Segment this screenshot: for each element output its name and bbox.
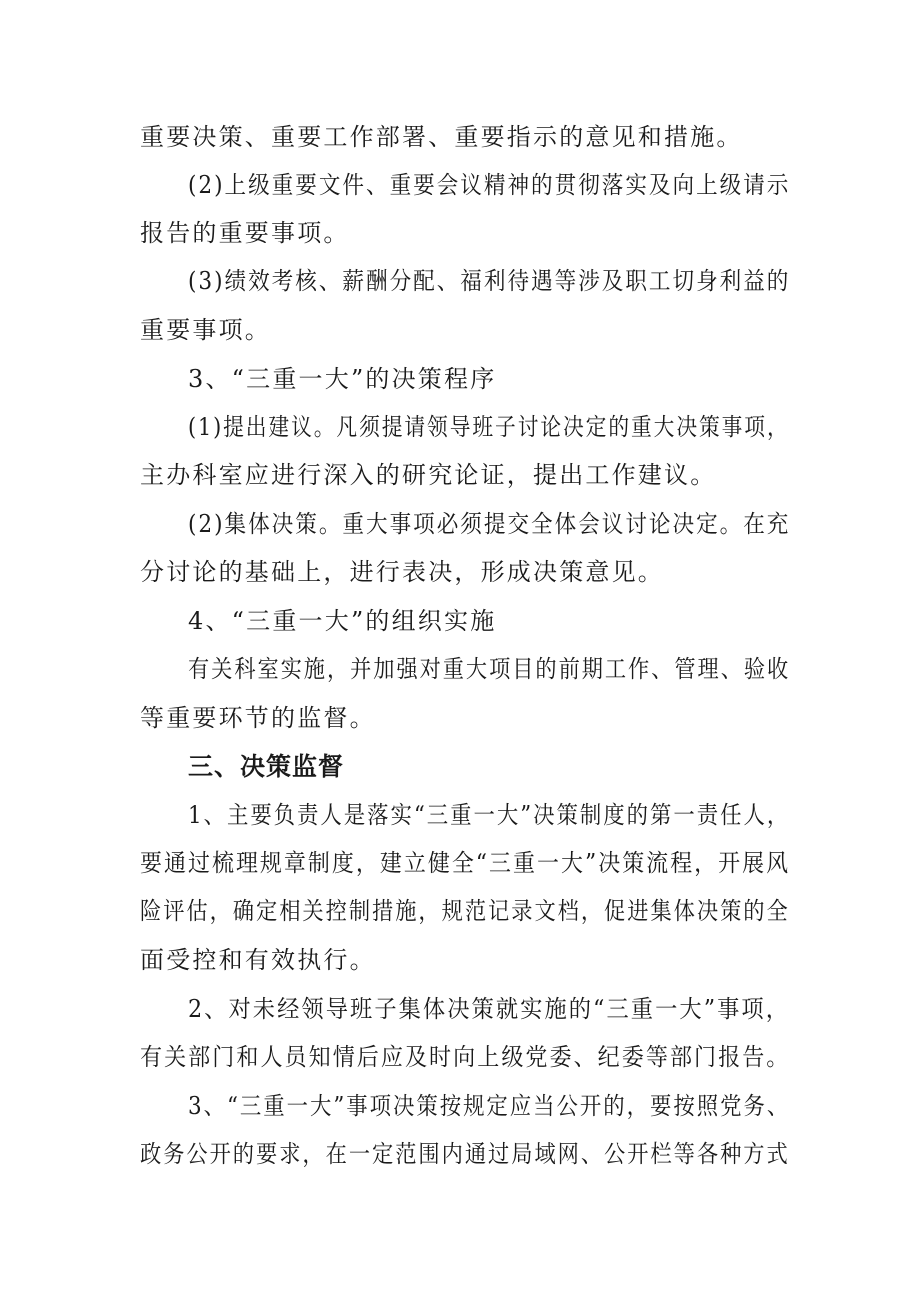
text-line: 报告的重要事项。 (140, 219, 350, 247)
text-line: 政务公开的要求，在一定范围内通过局域网、公开栏等各种方式 (140, 1140, 790, 1168)
section-heading: 4、“三重一大”的组织实施 (188, 607, 497, 635)
text-line: (2)集体决策。重大事项必须提交全体会议讨论决定。在充 (188, 510, 791, 538)
text-line: 险评估，确定相关控制措施，规范记录文档，促进集体决策的全 (140, 897, 790, 925)
text-line: 重要事项。 (140, 316, 271, 344)
text-line: (3)绩效考核、薪酬分配、福利待遇等涉及职工切身利益的 (188, 267, 791, 295)
text-line: (2)上级重要文件、重要会议精神的贯彻落实及向上级请示 (188, 171, 791, 199)
text-line: 有关科室实施，并加强对重大项目的前期工作、管理、验收 (188, 655, 791, 683)
text-line: 1、主要负责人是落实“三重一大”决策制度的第一责任人， (188, 801, 791, 829)
text-line: 2、对未经领导班子集体决策就实施的“三重一大”事项， (188, 995, 791, 1023)
text-line: 主办科室应进行深入的研究论证，提出工作建议。 (140, 461, 717, 489)
text-line: 有关部门和人员知情后应及时向上级党委、纪委等部门报告。 (140, 1043, 791, 1071)
text-line: 分讨论的基础上，进行表决，形成决策意见。 (140, 558, 664, 586)
text-line: (1)提出建议。凡须提请领导班子讨论决定的重大决策事项， (188, 413, 790, 441)
text-line: 重要决策、重要工作部署、重要指示的意见和措施。 (140, 123, 743, 151)
section-heading: 3、“三重一大”的决策程序 (188, 365, 497, 393)
text-line: 面受控和有效执行。 (140, 946, 376, 974)
text-line: 等重要环节的监督。 (140, 704, 376, 732)
text-line: 3、“三重一大”事项决策按规定应当公开的，要按照党务、 (188, 1092, 791, 1120)
chapter-heading: 三、决策监督 (188, 752, 345, 781)
text-line: 要通过梳理规章制度，建立健全“三重一大”决策流程，开展风 (140, 849, 791, 877)
